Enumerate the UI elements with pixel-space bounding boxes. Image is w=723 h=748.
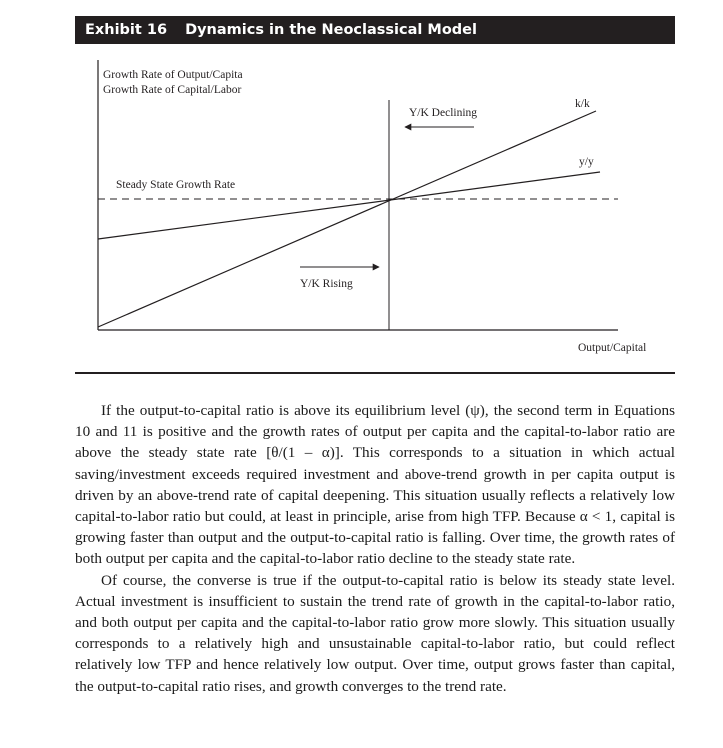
- exhibit-title: Dynamics in the Neoclassical Model: [185, 22, 477, 38]
- declining-label: Y/K Declining: [409, 107, 478, 119]
- yy-label: y/y: [579, 156, 594, 168]
- kk-line: [98, 111, 596, 327]
- rising-label: Y/K Rising: [300, 278, 353, 290]
- paragraph-1: If the output-to-capital ratio is above its equilibrium level (ψ), the second term in Equations 10 and 11 is positive and the growth rates of output per capita and the capital-to-labor ratio are above the steady state rate [θ/(1 – α)]. This corresponds to a situation in which actual saving/investment exceeds required investment and above-trend growth in per capita output is driven by an above-trend rate of capital deepening. This situation usually reflects a relatively low capital-to-labor ratio but could, at least in principle, arise from high TFP. Because α < 1, capital is growing faster than output and the output-to-capital ratio is falling. Over time, the growth rates of both output per capita and the capital-to-labor ratio decline to the steady state rate.: [75, 402, 675, 568]
- steady-state-label: Steady State Growth Rate: [116, 179, 236, 191]
- body-text: [75, 400, 675, 697]
- paragraph-2: Of course, the converse is true if the output-to-capital ratio is below its steady state level. Actual investment is insufficient to sustain the trend rate of growth in the capital-to-labor ratio, and both output per capita and the capital-to-labor ratio grow more slowly. This situation usually corresponds to a relatively high and unsustainable capital-to-labor ratio, but could reflect relatively low TFP and hence relatively low output. Over time, output grows faster than capital, the output-to-capital ratio rises, and growth converges to the trend rate.: [75, 571, 675, 695]
- y-axis-label-1: Growth Rate of Output/Capita: [103, 69, 243, 81]
- x-axis-label: Output/Capital: [578, 342, 647, 354]
- dynamics-diagram: [0, 0, 723, 372]
- y-axis-label-2: Growth Rate of Capital/Labor: [103, 84, 242, 96]
- section-rule: [75, 372, 675, 374]
- kk-label: k/k: [575, 98, 590, 110]
- exhibit-number: Exhibit 16: [85, 22, 168, 38]
